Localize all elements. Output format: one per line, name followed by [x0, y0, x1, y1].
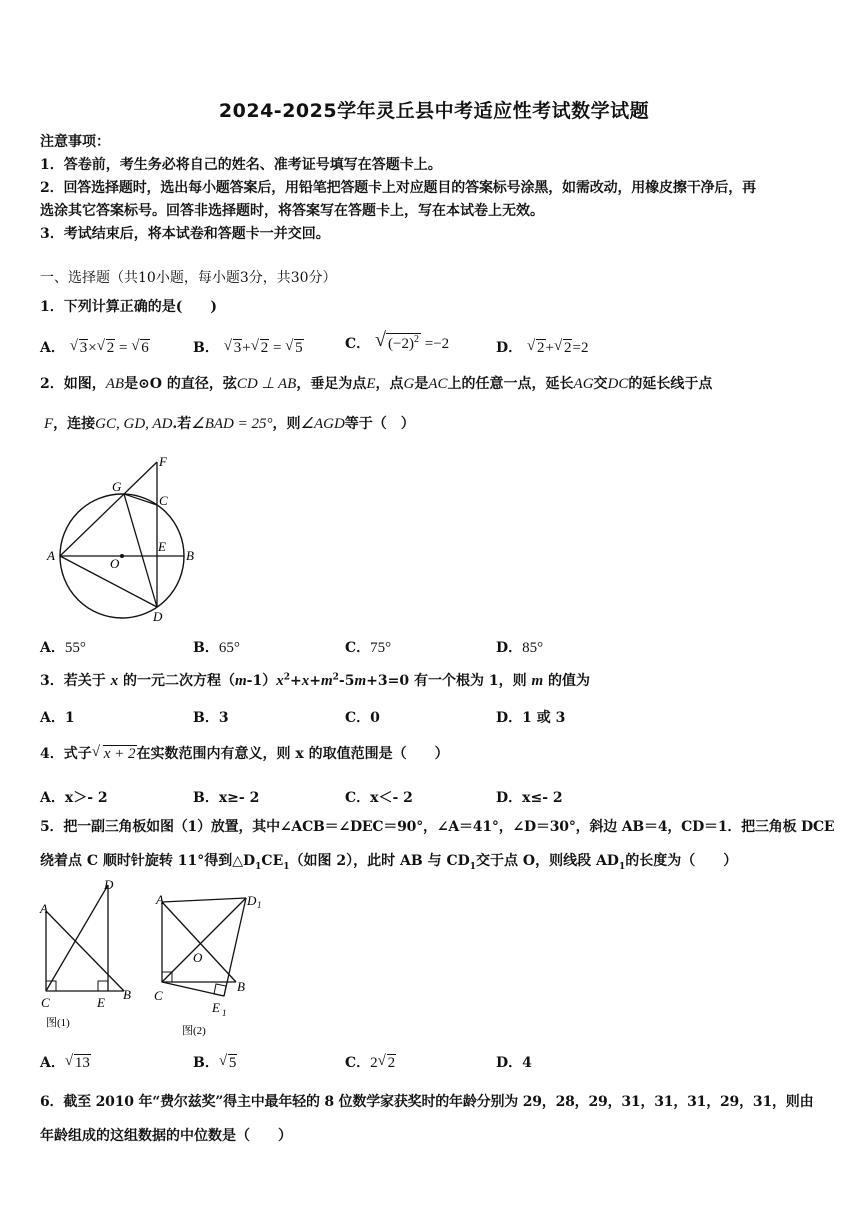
section-heading: 一、选择题（共10小题，每小题3分，共30分） [40, 270, 337, 286]
fig2-label-c: C [154, 988, 163, 1003]
label-d: D [153, 609, 163, 624]
q4-option-c: C．x＜- 2 [345, 790, 413, 806]
q1-d-expr: √ 2+ √ 2=2 [527, 338, 589, 356]
page-title: 2024-2025学年灵丘县中考适应性考试数学试题 [218, 100, 650, 122]
q5-line-2: 绕着点 C 顺时针旋转 11°得到$\triangle D_1CE_1$（如图 2），此时 AB 与 $CD_1$交于点 O，则线段 $AD_1$的长度为（ ） [40, 853, 738, 872]
q4-option-a: A．x＞- 2 [40, 790, 108, 806]
q6-line-2: 年龄组成的这组数据的中位数是（ ） [40, 1128, 292, 1144]
q3-stem: 3．若关于 x 的一元二次方程$(m-1)x^2+x+m^2-5m+3=0$ 有一个根为 1，则 m 的值为 [40, 672, 590, 689]
q2-line-2: F，连接GC, GD, AD.若∠BAD = 25°，则∠AGD等于（ ） [44, 416, 415, 432]
label-e: E [158, 539, 166, 554]
note-2b: 选涂其它答案标号。回答非选择题时，将答案写在答题卡上，写在本试卷上无效。 [40, 203, 544, 219]
note-3: 3．考试结束后，将本试卷和答题卡一并交回。 [40, 226, 330, 242]
q5-option-b: B． √ 5 [193, 1053, 237, 1071]
label-c: C [159, 493, 168, 508]
q4-option-b: B．x≥- 2 [193, 790, 260, 806]
q2-option-a: A．55° [40, 640, 86, 656]
fig2-label-o: O [193, 950, 203, 965]
label-f: F [159, 454, 167, 469]
q1-b-label: B． [193, 340, 219, 356]
q3-option-a: A．1 [40, 710, 75, 726]
q5-figure-2 [150, 888, 275, 1040]
fig2-label-e1: E [212, 1000, 220, 1015]
fig1-label-c: C [41, 995, 50, 1010]
label-g: G [112, 479, 122, 494]
q1-option-c [345, 329, 450, 353]
fig1-label-e: E [97, 995, 105, 1010]
q3-option-b: B．3 [193, 710, 229, 726]
q5-line-1: 5．把一副三角板如图（1）放置，其中∠ACB＝∠DEC＝90°，∠A＝41°，∠D＝30°，斜边 AB＝4，CD＝1．把三角板 DCE [40, 819, 835, 835]
fig2-label-e1-sub: 1 [222, 1008, 227, 1018]
note-1: 1．答卷前，考生务必将自己的姓名、准考证号填写在答题卡上。 [40, 157, 442, 173]
q2-option-d: D．85° [496, 640, 544, 656]
fig2-label-d1-sub: 1 [257, 900, 262, 910]
q5-option-d: D．4 [496, 1055, 532, 1071]
q1-b-expr: √ 3+ √ 2 = √ 5 [223, 338, 303, 356]
note-2a: 2．回答选择题时，选出每小题答案后，用铅笔把答题卡上对应题目的答案标号涂黑，如需改动，用橡皮擦干净后，再 [40, 180, 756, 196]
fig2-label-b: B [237, 979, 245, 994]
q2-option-c: C．75° [345, 640, 392, 656]
q3-option-d: D．1 或 3 [496, 710, 566, 726]
q1-a-label: A． [40, 340, 65, 356]
q1-option-b [193, 337, 304, 357]
q4-stem: 4．式子 √ x + 2在实数范围内有意义，则 x 的取值范围是（ ） [40, 744, 449, 762]
fig2-label-a: A [156, 892, 164, 907]
q2-option-b: B．65° [193, 640, 240, 656]
q1-c-label: C． [345, 336, 371, 352]
q5-figure-1 [36, 875, 141, 1035]
q6-line-1: 6．截至 2010 年“费尔兹奖”得主中最年轻的 8 位数学家获奖时的年龄分别为 29，28，29，31，31，31，29，31，则由 [40, 1094, 814, 1110]
q3-option-c: C．0 [345, 710, 380, 726]
q1-option-d [496, 337, 588, 357]
q1-stem: 1．下列计算正确的是( ) [40, 299, 217, 315]
label-a: A [47, 548, 55, 563]
fig1-caption: 图(1) [46, 1017, 70, 1029]
notes-heading: 注意事项： [40, 134, 110, 150]
q1-a-expr: √ 3× √ 2 = √ 6 [69, 338, 149, 356]
fig2-label-d1: D [247, 893, 257, 908]
q5-option-c: C．2 √ 2 [345, 1053, 396, 1071]
q1-d-label: D． [496, 340, 523, 356]
q4-option-d: D．x≤- 2 [496, 790, 563, 806]
fig1-label-b: B [123, 987, 131, 1002]
label-o: O [110, 556, 120, 571]
q1-option-a [40, 337, 150, 357]
label-b: B [186, 548, 194, 563]
fig2-caption: 图(2) [182, 1025, 206, 1037]
q2-circle-figure [40, 450, 210, 625]
q5-option-a: A． √ 13 [40, 1053, 90, 1071]
fig1-label-a: A [40, 901, 48, 916]
q1-c-expr: √ $(-2)^2 =-2$ [375, 329, 450, 352]
q2-line-1: 2．如图，AB是⊙O 的直径，弦CD ⊥ AB，垂足为点E，点G是AC上的任意一点，延长AG交DC的延长线于点 [40, 376, 713, 392]
fig1-label-d: D [104, 877, 114, 892]
